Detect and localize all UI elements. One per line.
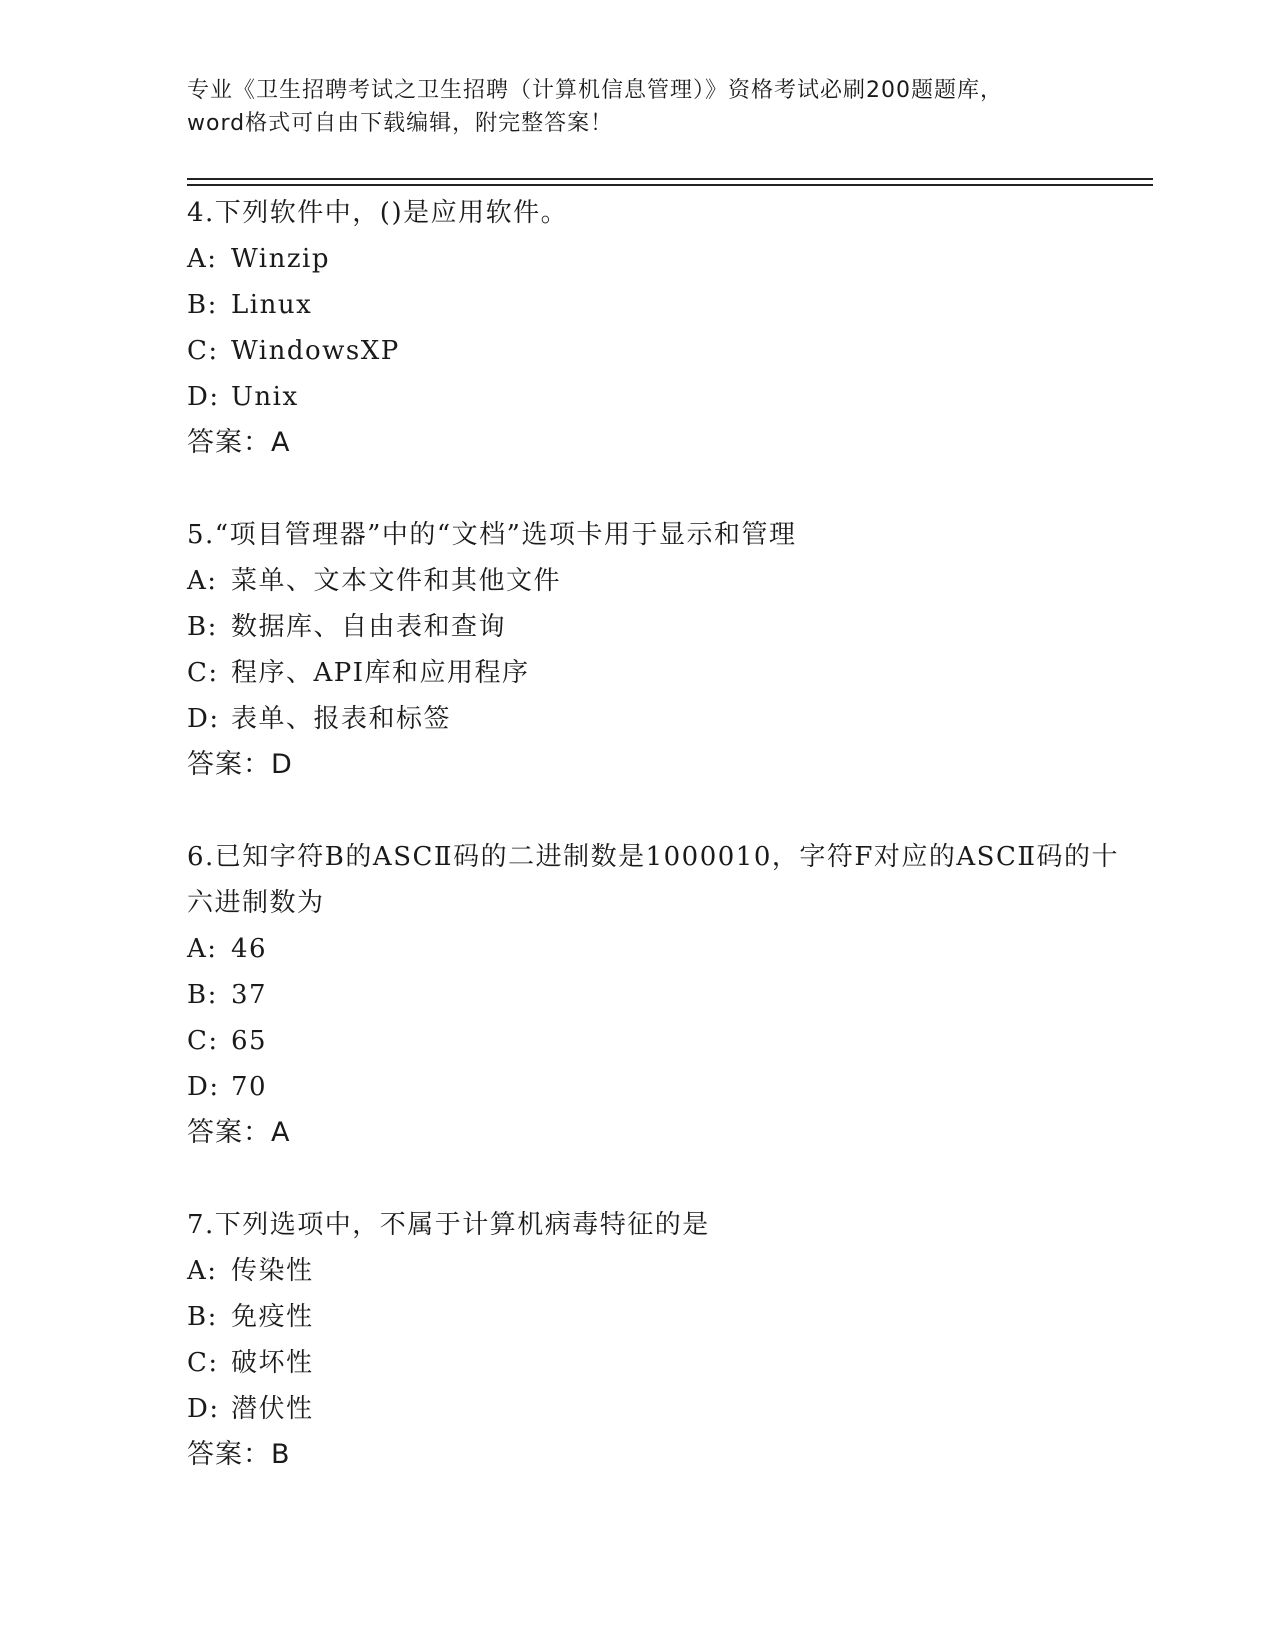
option-letter: A: [187,244,218,274]
option-text: 46 [231,934,268,964]
option-text: 程序、API库和应用程序 [231,658,530,688]
option-d [187,374,1127,420]
option-b [187,972,1127,1018]
question-6 [187,834,1127,1156]
option-d [187,1386,1127,1432]
option-letter: B: [187,1302,218,1332]
question-text: 6.已知字符B的ASCⅡ码的二进制数是1000010，字符F对应的ASCⅡ码的十六进制数为 [187,842,1120,918]
option-text: 65 [231,1026,268,1056]
option-letter: C: [187,336,219,366]
question-text: 5.“项目管理器”中的“文档”选项卡用于显示和管理 [187,520,797,550]
option-c [187,1018,1127,1064]
question-5 [187,512,1127,788]
option-letter: C: [187,1348,219,1378]
option-text: 免疫性 [231,1302,314,1332]
option-letter: A: [187,566,218,596]
question-list [187,190,1127,1524]
option-letter: B: [187,290,218,320]
option-text: 潜伏性 [231,1394,314,1424]
option-text: 破坏性 [231,1348,314,1378]
option-b [187,604,1127,650]
option-a [187,926,1127,972]
option-b [187,282,1127,328]
option-letter: B: [187,612,218,642]
option-letter: D: [187,704,220,734]
option-letter: C: [187,1026,219,1056]
header-divider-top [187,178,1153,180]
option-a [187,558,1127,604]
option-text: 表单、报表和标签 [231,704,452,734]
option-text: 传染性 [231,1256,314,1286]
option-b [187,1294,1127,1340]
option-text: Unix [231,382,299,412]
option-d [187,696,1127,742]
option-letter: B: [187,980,218,1010]
answer-line: 答案：D [187,749,293,780]
header-divider-bottom [187,184,1153,186]
option-d [187,1064,1127,1110]
option-c [187,328,1127,374]
option-text: WindowsXP [231,336,400,366]
option-text: 70 [231,1072,268,1102]
option-a [187,236,1127,282]
option-text: 菜单、文本文件和其他文件 [231,566,562,596]
question-4 [187,190,1127,466]
option-letter: A: [187,1256,218,1286]
option-letter: D: [187,1072,220,1102]
option-letter: C: [187,658,219,688]
option-letter: A: [187,934,218,964]
question-text: 4.下列软件中，()是应用软件。 [187,198,569,228]
option-letter: D: [187,382,220,412]
option-letter: D: [187,1394,220,1424]
document-header [187,74,1087,140]
option-text: 数据库、自由表和查询 [231,612,507,642]
answer-line: 答案：B [187,1439,291,1470]
option-text: 37 [231,980,268,1010]
header-line-1: 专业《卫生招聘考试之卫生招聘（计算机信息管理）》资格考试必刷200题题库， [187,78,1003,103]
answer-line: 答案：A [187,1117,291,1148]
option-c [187,1340,1127,1386]
answer-line: 答案：A [187,427,291,458]
question-text: 7.下列选项中，不属于计算机病毒特征的是 [187,1210,710,1240]
option-a [187,1248,1127,1294]
header-line-2: word格式可自由下载编辑，附完整答案！ [187,111,614,136]
option-c [187,650,1127,696]
question-7 [187,1202,1127,1478]
option-text: Linux [231,290,313,320]
option-text: Winzip [231,244,330,274]
